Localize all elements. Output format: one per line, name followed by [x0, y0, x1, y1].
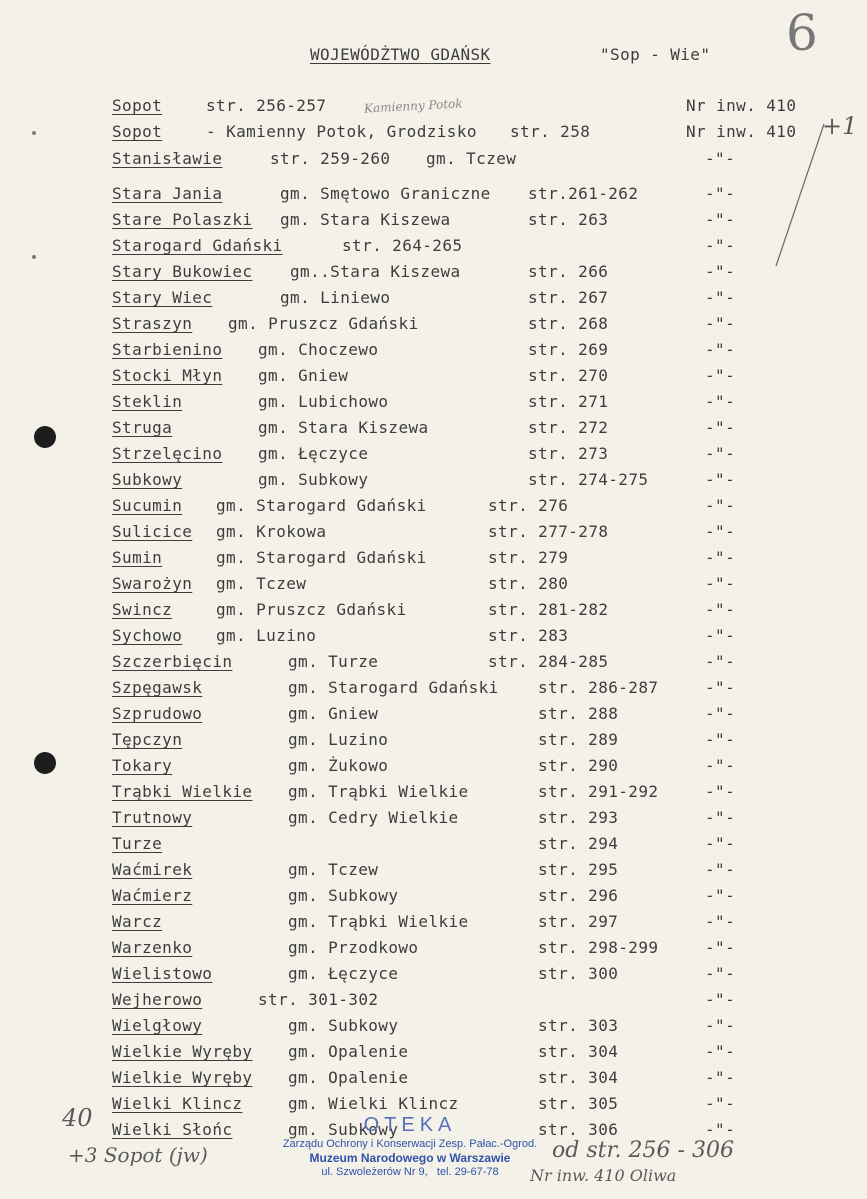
place-name: Steklin [112, 392, 183, 411]
inventory-number: -"- [705, 314, 736, 333]
place-name: Sulicice [112, 522, 193, 541]
place-name: Swincz [112, 600, 173, 619]
inventory-number: -"- [705, 1068, 736, 1087]
page-range: "Sop - Wie" [600, 45, 711, 64]
gmina: gm. Żukowo [288, 756, 389, 775]
gmina: gm. Subkowy [288, 886, 399, 905]
place-name: Wielki Słońc [112, 1120, 233, 1139]
gmina: gm. Cedry Wielkie [288, 808, 459, 827]
gmina: gm. Starogard Gdański [216, 496, 427, 515]
corner-number: 6 [786, 4, 818, 62]
place-name: Trutnowy [112, 808, 193, 827]
inventory-number: -"- [705, 1042, 736, 1061]
bottom-left-note: +3 Sopot (jw) [68, 1143, 208, 1167]
inventory-number: -"- [705, 522, 736, 541]
gmina: gm..Stara Kiszewa [290, 262, 461, 281]
gmina: str. 301-302 [258, 990, 379, 1009]
page-range: str. 274-275 [528, 470, 649, 489]
place-name: Szprudowo [112, 704, 203, 723]
inventory-number: -"- [705, 574, 736, 593]
place-name: Warcz [112, 912, 163, 931]
gmina: gm. Starogard Gdański [216, 548, 427, 567]
inventory-number: -"- [705, 288, 736, 307]
gmina: gm. Choczewo [258, 340, 379, 359]
page-range: str. 305 [538, 1094, 619, 1113]
inventory-number: -"- [705, 678, 736, 697]
gmina: gm. Krokowa [216, 522, 327, 541]
gmina: gm. Wielki Klincz [288, 1094, 459, 1113]
inventory-number: -"- [705, 1094, 736, 1113]
page-range: str. 296 [538, 886, 619, 905]
place-name: Wielki Klincz [112, 1094, 243, 1113]
stamp-title: OTEKA [363, 1114, 457, 1136]
page-range: str. 271 [528, 392, 609, 411]
inventory-number: -"- [705, 340, 736, 359]
gmina: gm. Trąbki Wielkie [288, 912, 469, 931]
place-name: Wielgłowy [112, 1016, 203, 1035]
page-range: str. 281-282 [488, 600, 609, 619]
margin-plus-note: +1 [822, 112, 858, 140]
gmina: gm. Gniew [258, 366, 349, 385]
page-range: str. 297 [538, 912, 619, 931]
inventory-number: -"- [705, 470, 736, 489]
gmina: - Kamienny Potok, Grodzisko [206, 122, 477, 141]
place-name: Sopot [112, 122, 163, 141]
page-range: str. 290 [538, 756, 619, 775]
page-range: str. 306 [538, 1120, 619, 1139]
page-range: str. 304 [538, 1042, 619, 1061]
inventory-number: -"- [705, 1016, 736, 1035]
page-range: str. 288 [538, 704, 619, 723]
gmina: gm. Subkowy [258, 470, 369, 489]
page-range: str. 272 [528, 418, 609, 437]
place-name: Starogard Gdański [112, 236, 283, 255]
page-range: str. 266 [528, 262, 609, 281]
gmina: gm. Subkowy [288, 1120, 399, 1139]
inventory-number: Nr inw. 410 [686, 96, 797, 115]
inventory-number: -"- [705, 626, 736, 645]
gmina: gm. Turze [288, 652, 379, 671]
inventory-number: -"- [705, 886, 736, 905]
place-name: Sucumin [112, 496, 183, 515]
inventory-number: -"- [705, 366, 736, 385]
gmina: gm. Starogard Gdański [288, 678, 499, 697]
gmina: gm. Trąbki Wielkie [288, 782, 469, 801]
gmina: gm. Tczew [288, 860, 379, 879]
inventory-number: -"- [705, 548, 736, 567]
inventory-number: -"- [705, 149, 736, 168]
gmina: gm. Opalenie [288, 1042, 409, 1061]
gmina: str. 264-265 [342, 236, 463, 255]
page-range: str. 298-299 [538, 938, 659, 957]
page-range: str. 286-287 [538, 678, 659, 697]
page-range: str. 270 [528, 366, 609, 385]
place-name: Stary Bukowiec [112, 262, 253, 281]
gmina: gm. Subkowy [288, 1016, 399, 1035]
library-stamp [280, 1115, 540, 1195]
bottom-left-number: 40 [62, 1104, 93, 1132]
inventory-number: Nr inw. 410 [686, 122, 797, 141]
punch-hole-bottom [34, 752, 56, 774]
gmina: gm. Tczew [216, 574, 307, 593]
gmina: gm. Luzino [216, 626, 317, 645]
place-name: Sopot [112, 96, 163, 115]
gmina: gm. Łęczyce [288, 964, 399, 983]
stamp-line-1: Zarządu Ochrony i Konserwacji Zesp. Pałac.-Ogrod. [282, 1138, 538, 1150]
bottom-right-note: od str. 256 - 306 [552, 1138, 734, 1163]
page-range: str.261-262 [528, 184, 639, 203]
page-range: str. 276 [488, 496, 569, 515]
page-range: str. 279 [488, 548, 569, 567]
place-name: Stocki Młyn [112, 366, 223, 385]
page-range: str. 280 [488, 574, 569, 593]
sopot-handwritten-note: Kamienny Potok [363, 96, 463, 116]
gmina: gm. Pruszcz Gdański [228, 314, 419, 333]
place-name: Wielistowo [112, 964, 213, 983]
inventory-number: -"- [705, 964, 736, 983]
gmina: str. 256-257 [206, 96, 327, 115]
place-name: Waćmierz [112, 886, 193, 905]
page-range: str. 293 [538, 808, 619, 827]
place-name: Wielkie Wyręby [112, 1042, 253, 1061]
inventory-number: -"- [705, 262, 736, 281]
gmina: str. 259-260 [270, 149, 391, 168]
page-range: gm. Tczew [426, 149, 517, 168]
page-range: str. 277-278 [488, 522, 609, 541]
gmina: gm. Smętowo Graniczne [280, 184, 491, 203]
inventory-number: -"- [705, 184, 736, 203]
gmina: gm. Gniew [288, 704, 379, 723]
inventory-number: -"- [705, 600, 736, 619]
inventory-number: -"- [705, 782, 736, 801]
inventory-number: -"- [705, 1120, 736, 1139]
margin-dot-top [32, 131, 36, 135]
page-range: str. 289 [538, 730, 619, 749]
page-range: str. 283 [488, 626, 569, 645]
punch-hole-top [34, 426, 56, 448]
page-range: str. 273 [528, 444, 609, 463]
place-name: Strzelęcino [112, 444, 223, 463]
place-name: Swarożyn [112, 574, 193, 593]
page-range: str. 267 [528, 288, 609, 307]
bottom-right-note-2: Nr inw. 410 Oliwa [530, 1166, 677, 1185]
place-name: Waćmirek [112, 860, 193, 879]
inventory-number: -"- [705, 210, 736, 229]
place-name: Stare Polaszki [112, 210, 253, 229]
page-range: str. 263 [528, 210, 609, 229]
place-name: Szpęgawsk [112, 678, 203, 697]
place-name: Stanisławie [112, 149, 223, 168]
gmina: gm. Lubichowo [258, 392, 389, 411]
inventory-number: -"- [705, 834, 736, 853]
inventory-number: -"- [705, 938, 736, 957]
inventory-number: -"- [705, 236, 736, 255]
place-name: Subkowy [112, 470, 183, 489]
inventory-number: -"- [705, 652, 736, 671]
gmina: gm. Przodkowo [288, 938, 419, 957]
inventory-number: -"- [705, 444, 736, 463]
stamp-line-2: Muzeum Narodowego w Warszawie [309, 1151, 511, 1165]
page-range: str. 294 [538, 834, 619, 853]
inventory-number: -"- [705, 392, 736, 411]
place-name: Warzenko [112, 938, 193, 957]
place-name: Straszyn [112, 314, 193, 333]
inventory-number: -"- [705, 496, 736, 515]
page-range: str. 300 [538, 964, 619, 983]
gmina: gm. Łęczyce [258, 444, 369, 463]
inventory-number: -"- [705, 990, 736, 1009]
inventory-number: -"- [705, 860, 736, 879]
place-name: Wielkie Wyręby [112, 1068, 253, 1087]
gmina: gm. Opalenie [288, 1068, 409, 1087]
gmina: gm. Luzino [288, 730, 389, 749]
page-range: str. 269 [528, 340, 609, 359]
place-name: Stara Jania [112, 184, 223, 203]
inventory-number: -"- [705, 418, 736, 437]
margin-dot-middle [32, 255, 36, 259]
place-name: Turze [112, 834, 163, 853]
inventory-number: -"- [705, 704, 736, 723]
gmina: gm. Stara Kiszewa [280, 210, 451, 229]
place-name: Sychowo [112, 626, 183, 645]
place-name: Tokary [112, 756, 173, 775]
gmina: gm. Stara Kiszewa [258, 418, 429, 437]
place-name: Trąbki Wielkie [112, 782, 253, 801]
page-range: str. 268 [528, 314, 609, 333]
page-range: str. 303 [538, 1016, 619, 1035]
stamp-line-3: ul. Szwoleżerów Nr 9, tel. 29-67-78 [321, 1166, 499, 1178]
place-name: Szczerbięcin [112, 652, 233, 671]
place-name: Tępczyn [112, 730, 183, 749]
page-range: str. 295 [538, 860, 619, 879]
page-range: str. 291-292 [538, 782, 659, 801]
inventory-number: -"- [705, 756, 736, 775]
page-range: str. 284-285 [488, 652, 609, 671]
place-name: Sumin [112, 548, 163, 567]
inventory-number: -"- [705, 730, 736, 749]
place-name: Wejherowo [112, 990, 203, 1009]
gmina: gm. Liniewo [280, 288, 391, 307]
page-range: str. 258 [510, 122, 591, 141]
margin-pencil-line [770, 120, 830, 270]
gmina: gm. Pruszcz Gdański [216, 600, 407, 619]
page-title: WOJEWÓDŻTWO GDAŃSK [310, 45, 491, 64]
inventory-number: -"- [705, 808, 736, 827]
place-name: Struga [112, 418, 173, 437]
place-name: Stary Wiec [112, 288, 213, 307]
inventory-number: -"- [705, 912, 736, 931]
place-name: Starbienino [112, 340, 223, 359]
page-range: str. 304 [538, 1068, 619, 1087]
